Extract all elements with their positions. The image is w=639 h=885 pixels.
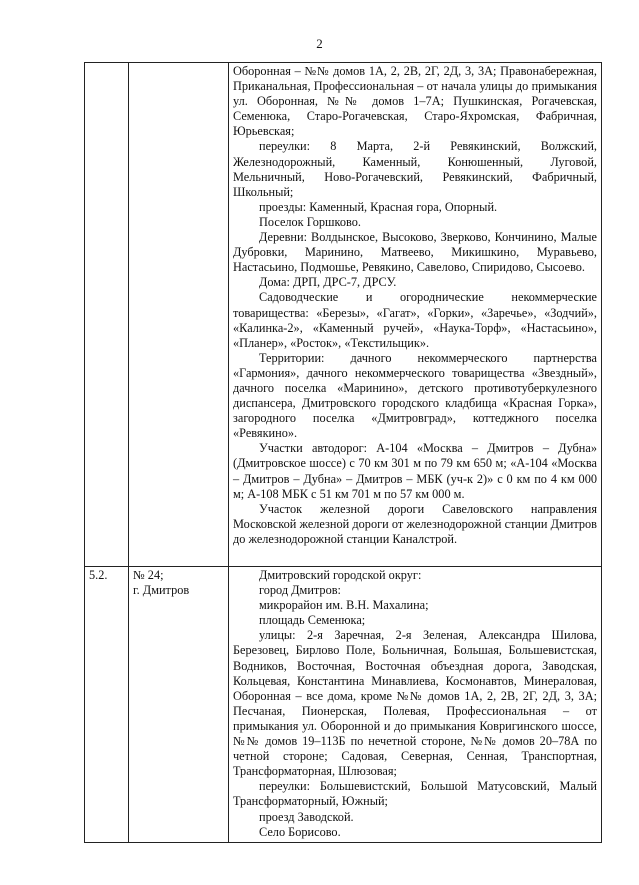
row-number: 5.2.: [89, 568, 108, 582]
description-cell: [229, 567, 602, 843]
description-paragraph: улицы: 2-я Заречная, 2-я Зеленая, Александра Шилова, Березовец, Бирлово Поле, Больничная, Большая, Большевистская, Водников, Восточная, Восточная объездная дорога, Заводская, Кольцевая, Константина Минавлиева, Космонавтов, Минераловая, Оборонная – все дома, кроме №№ домов 1А, 2, 2В, 2Г, 2Д, 3, 3А; Песчаная, Пионерская, Полевая, Профессиональная – от примыкания ул. Оборонной и до примыкания Ковригинского шоссе, №№ домов 19–113Б по нечетной стороне, №№ домов 20–78А по четной стороне; Садовая, Северная, Сенная, Транспортная, Трансформаторная, Шлюзовая;: [233, 628, 597, 779]
description-paragraph: площадь Семенюка;: [259, 613, 366, 628]
table-row: [85, 63, 602, 567]
district-cell: [129, 567, 229, 843]
description-cell: [229, 63, 602, 567]
description-paragraph: город Дмитров:: [259, 583, 341, 598]
description-paragraph: Участок железной дороги Савеловского направления Московской железной дороги от железнодорожной станции Дмитров до железнодорожной станции Каналстрой.: [233, 501, 597, 546]
description-paragraph: проезды: Каменный, Красная гора, Опорный.: [259, 199, 498, 214]
row-number-cell: [85, 63, 129, 567]
description-paragraph: Дома: ДРП, ДРС-7, ДРСУ.: [259, 275, 397, 290]
description-paragraph: проезд Заводской.: [259, 809, 354, 824]
description-paragraph: Участки автодорог: А-104 «Москва – Дмитров – Дубна» (Дмитровское шоссе) с 70 км 301 м по 79 км 650 м; «А-104 «Москва – Дмитров – Дубна» – Дмитров – МБК (уч-к 2)» с 0 км по 4 км 000 м; А-108 МБК с 51 км 701 м по 57 км 000 м.: [233, 441, 597, 501]
description-paragraph: микрорайон им. В.Н. Махалина;: [259, 598, 429, 613]
district-cell: [129, 63, 229, 567]
table-row: [85, 567, 602, 843]
description-paragraph: переулки: Большевистский, Большой Матусовский, Малый Трансформаторный, Южный;: [233, 779, 597, 809]
district-city: г. Дмитров: [133, 583, 190, 598]
description-paragraph: Территории: дачного некоммерческого партнерства «Гармония», дачного некоммерческого товарищества «Звездный», дачного поселка «Маринино», детского противотуберкулезного диспансера, Дмитровского городского кладбища «Красная Горка», загородного поселка «Дмитровград», коттеджного поселка «Ревякино».: [233, 350, 597, 441]
description-paragraph: Оборонная – №№ домов 1А, 2, 2В, 2Г, 2Д, 3, 3А; Правонабережная, Приканальная, Профессиональная – от начала улицы до примыкания ул. Оборонная, №№ домов 1–7А; Пушкинская, Рогачевская, Семенюка, Старо-Рогачевская, Старо-Яхромская, Фабричная, Юрьевская;: [233, 64, 597, 139]
description-paragraph: Деревни: Волдынское, Высоково, Зверково, Кончинино, Малые Дубровки, Маринино, Матвеево, Микишкино, Муравьево, Настасьино, Подмошье, Ревякино, Савелово, Спиридово, Сысоево.: [233, 230, 597, 275]
polling-districts-table: [84, 62, 602, 843]
description-paragraph: Село Борисово.: [259, 824, 341, 839]
description-paragraph: Садоводческие и огороднические некоммерческие товарищества: «Березы», «Гагат», «Горки», «Заречье», «Зодчий», «Калинка-2», «Каменный ручей», «Наука-Торф», «Настасьино», «Планер», «Росток», «Текстильщик».: [233, 290, 597, 350]
description-paragraph: Дмитровский городской округ:: [259, 568, 422, 582]
description-paragraph: переулки: 8 Марта, 2-й Ревякинский, Волжский, Железнодорожный, Каменный, Конюшенный, Луговой, Мельничный, Ново-Рогачевский, Ревякинский, Фабричный, Школьный;: [233, 139, 597, 199]
page-number: 2: [316, 36, 323, 51]
description-paragraph: Поселок Горшково.: [259, 214, 361, 229]
row-number-cell: [85, 567, 129, 843]
district-number: № 24;: [133, 568, 164, 582]
